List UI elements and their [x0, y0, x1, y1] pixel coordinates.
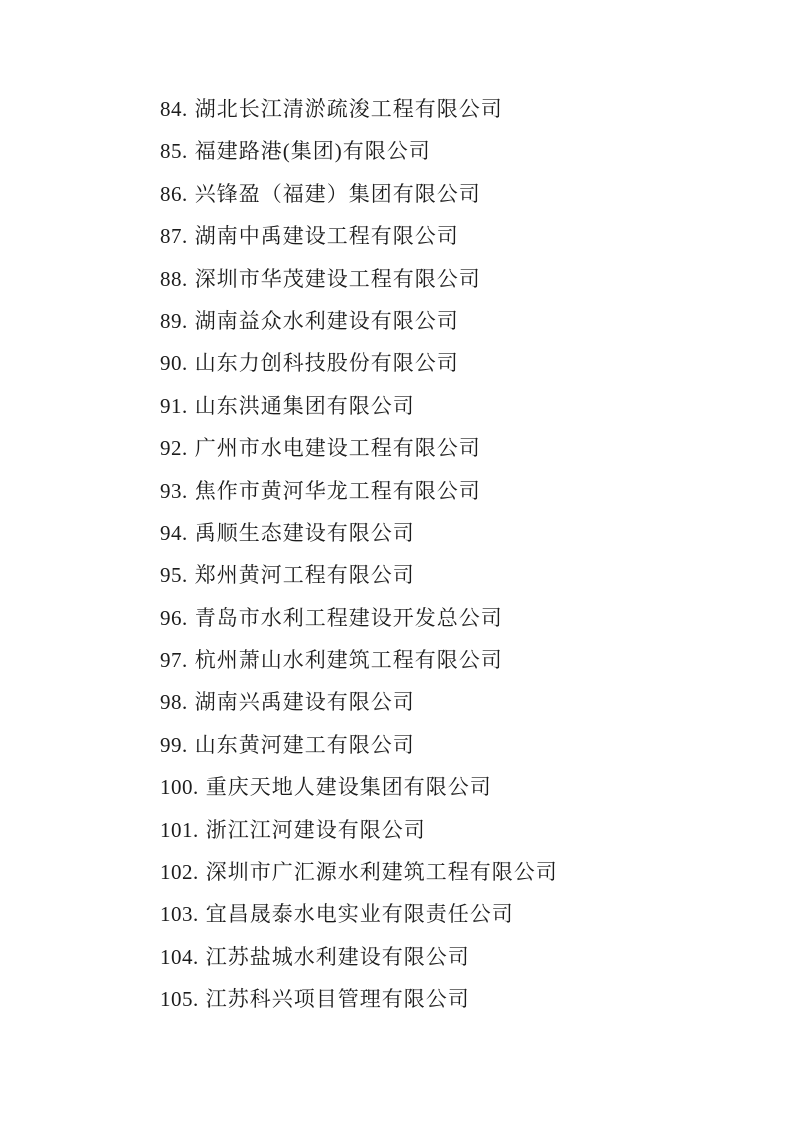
company-list — [160, 88, 770, 1021]
list-item — [160, 851, 770, 893]
list-item — [160, 215, 770, 257]
list-item — [160, 597, 770, 639]
list-item-number: 87. — [160, 224, 188, 249]
list-item-number: 89. — [160, 308, 188, 333]
company-name: 湖南益众水利建设有限公司 — [194, 308, 459, 333]
list-item — [160, 258, 770, 300]
company-name: 湖南兴禹建设有限公司 — [194, 690, 415, 715]
list-item-number: 96. — [160, 605, 188, 630]
list-item — [160, 936, 770, 978]
company-name: 深圳市华茂建设工程有限公司 — [194, 266, 481, 291]
company-name: 湖北长江清淤疏浚工程有限公司 — [194, 97, 503, 121]
company-name: 深圳市广汇源水利建筑工程有限公司 — [205, 860, 558, 885]
list-item — [160, 385, 770, 427]
list-item-number: 98. — [160, 690, 188, 715]
list-item — [160, 766, 770, 808]
list-item — [160, 681, 770, 723]
list-item — [160, 173, 770, 215]
list-item-number: 104. — [160, 944, 199, 969]
list-item — [160, 342, 770, 384]
company-name: 青岛市水利工程建设开发总公司 — [194, 605, 503, 630]
list-item — [160, 130, 770, 172]
list-item-number: 90. — [160, 351, 188, 376]
list-item-number: 92. — [160, 436, 188, 461]
list-item — [160, 88, 770, 130]
list-item — [160, 978, 770, 1020]
company-name: 浙江江河建设有限公司 — [205, 817, 426, 842]
company-name: 禹顺生态建设有限公司 — [194, 520, 415, 545]
company-name: 广州市水电建设工程有限公司 — [194, 436, 481, 461]
list-item-number: 100. — [160, 775, 199, 800]
list-item-number: 85. — [160, 139, 188, 164]
list-item — [160, 809, 770, 851]
company-name: 福建路港(集团)有限公司 — [194, 139, 431, 164]
list-item — [160, 554, 770, 596]
company-name: 宜昌晟泰水电实业有限责任公司 — [205, 902, 514, 927]
list-item — [160, 639, 770, 681]
list-item-number: 88. — [160, 266, 188, 291]
list-item-number: 84. — [160, 97, 188, 121]
company-name: 山东力创科技股份有限公司 — [194, 351, 459, 376]
list-item-number: 103. — [160, 902, 199, 927]
list-item-number: 91. — [160, 393, 188, 418]
company-name: 重庆天地人建设集团有限公司 — [205, 775, 492, 800]
company-name: 山东洪通集团有限公司 — [194, 393, 415, 418]
company-name: 郑州黄河工程有限公司 — [194, 563, 415, 588]
company-name: 杭州萧山水利建筑工程有限公司 — [194, 648, 503, 673]
company-name: 湖南中禹建设工程有限公司 — [194, 224, 459, 249]
company-name: 江苏盐城水利建设有限公司 — [205, 944, 470, 969]
list-item-number: 105. — [160, 987, 199, 1012]
list-item — [160, 300, 770, 342]
list-item — [160, 470, 770, 512]
list-item-number: 101. — [160, 817, 199, 842]
company-name: 江苏科兴项目管理有限公司 — [205, 987, 470, 1012]
list-item-number: 99. — [160, 732, 188, 757]
list-item-number: 95. — [160, 563, 188, 588]
list-item — [160, 512, 770, 554]
list-item-number: 86. — [160, 181, 188, 206]
list-item-number: 97. — [160, 648, 188, 673]
company-name: 山东黄河建工有限公司 — [194, 732, 415, 757]
list-item — [160, 893, 770, 935]
list-item-number: 102. — [160, 860, 199, 885]
list-item-number: 93. — [160, 478, 188, 503]
list-item-number: 94. — [160, 520, 188, 545]
company-name: 焦作市黄河华龙工程有限公司 — [194, 478, 481, 503]
company-name: 兴锋盈（福建）集团有限公司 — [194, 181, 481, 206]
list-item — [160, 427, 770, 469]
list-item — [160, 724, 770, 766]
